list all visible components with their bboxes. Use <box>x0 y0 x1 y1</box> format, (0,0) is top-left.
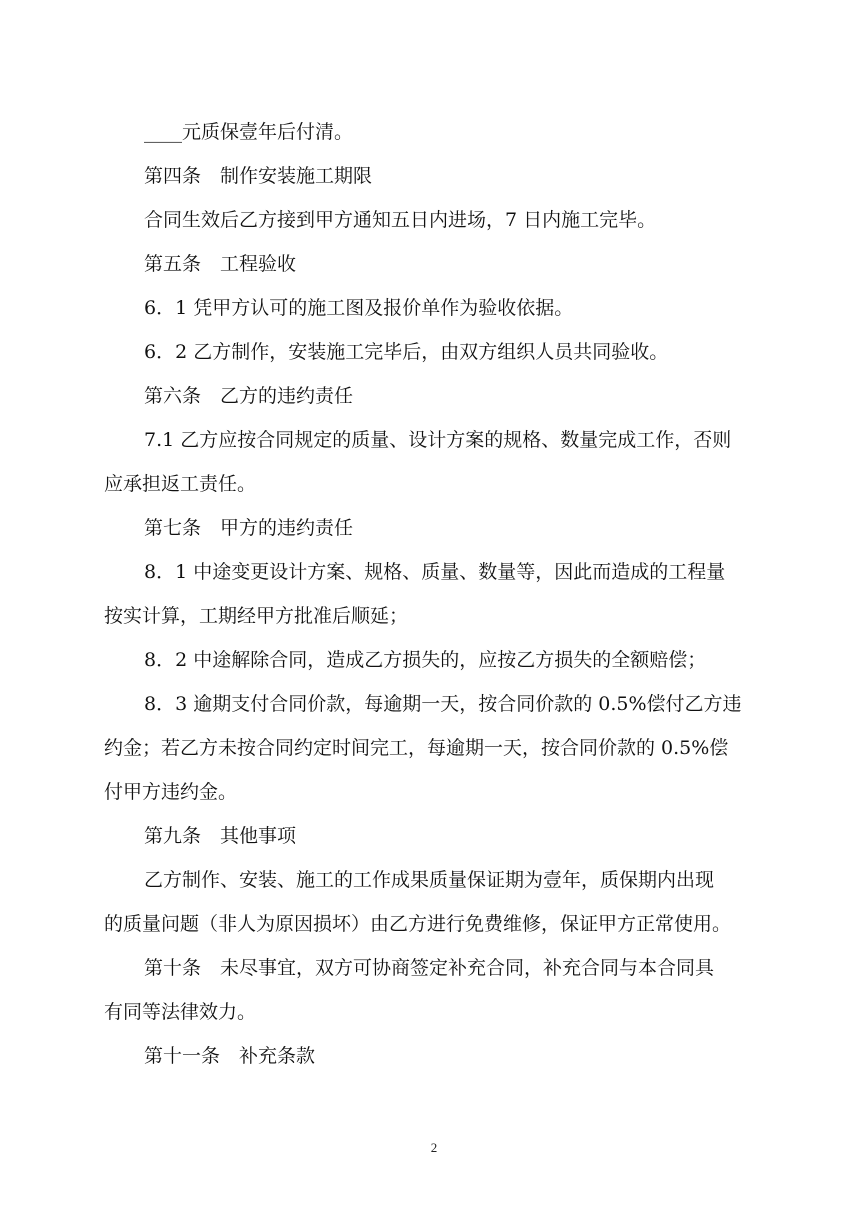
section-heading-article-9: 第九条 其他事项 <box>144 825 297 847</box>
text-line: 按实计算，工期经甲方批准后顺延； <box>104 605 409 627</box>
text-line: 的质量问题（非人为原因损坏）由乙方进行免费维修，保证甲方正常使用。 <box>104 913 732 935</box>
text-line: 6．1 凭甲方认可的施工图及报价单作为验收依据。 <box>144 297 574 319</box>
section-heading-article-4: 第四条 制作安装施工期限 <box>144 165 373 187</box>
text-line: 乙方制作、安装、施工的工作成果质量保证期为壹年，质保期内出现 <box>144 869 715 891</box>
text-line: 合同生效后乙方接到甲方通知五日内进场，7 日内施工完毕。 <box>144 209 657 231</box>
section-heading-article-11: 第十一条 补充条款 <box>144 1045 316 1067</box>
text-line: ____元质保壹年后付清。 <box>144 121 354 143</box>
contract-text <box>104 110 768 1078</box>
section-heading-article-5: 第五条 工程验收 <box>144 253 297 275</box>
text-line: 付甲方违约金。 <box>104 781 238 803</box>
section-heading-article-7: 第七条 甲方的违约责任 <box>144 517 354 539</box>
text-line: 8．3 逾期支付合同价款，每逾期一天，按合同价款的 0.5%偿付乙方违 <box>144 693 742 715</box>
text-line: 8．2 中途解除合同，造成乙方损失的，应按乙方损失的全额赔偿； <box>144 649 707 671</box>
text-line: 约金；若乙方未按合同约定时间完工，每逾期一天，按合同价款的 0.5%偿 <box>104 737 729 759</box>
text-line: 8．1 中途变更设计方案、规格、质量、数量等，因此而造成的工程量 <box>144 561 726 583</box>
section-heading-article-6: 第六条 乙方的违约责任 <box>144 385 354 407</box>
text-line: 6．2 乙方制作，安装施工完毕后，由双方组织人员共同验收。 <box>144 341 669 363</box>
text-line: 有同等法律效力。 <box>104 1001 257 1023</box>
text-line: 应承担返工责任。 <box>104 473 257 495</box>
text-line: 7.1 乙方应按合同规定的质量、设计方案的规格、数量完成工作，否则 <box>144 429 732 451</box>
page-number: 2 <box>430 1140 438 1155</box>
section-heading-article-10: 第十条 未尽事宜，双方可协商签定补充合同，补充合同与本合同具 <box>144 957 715 979</box>
